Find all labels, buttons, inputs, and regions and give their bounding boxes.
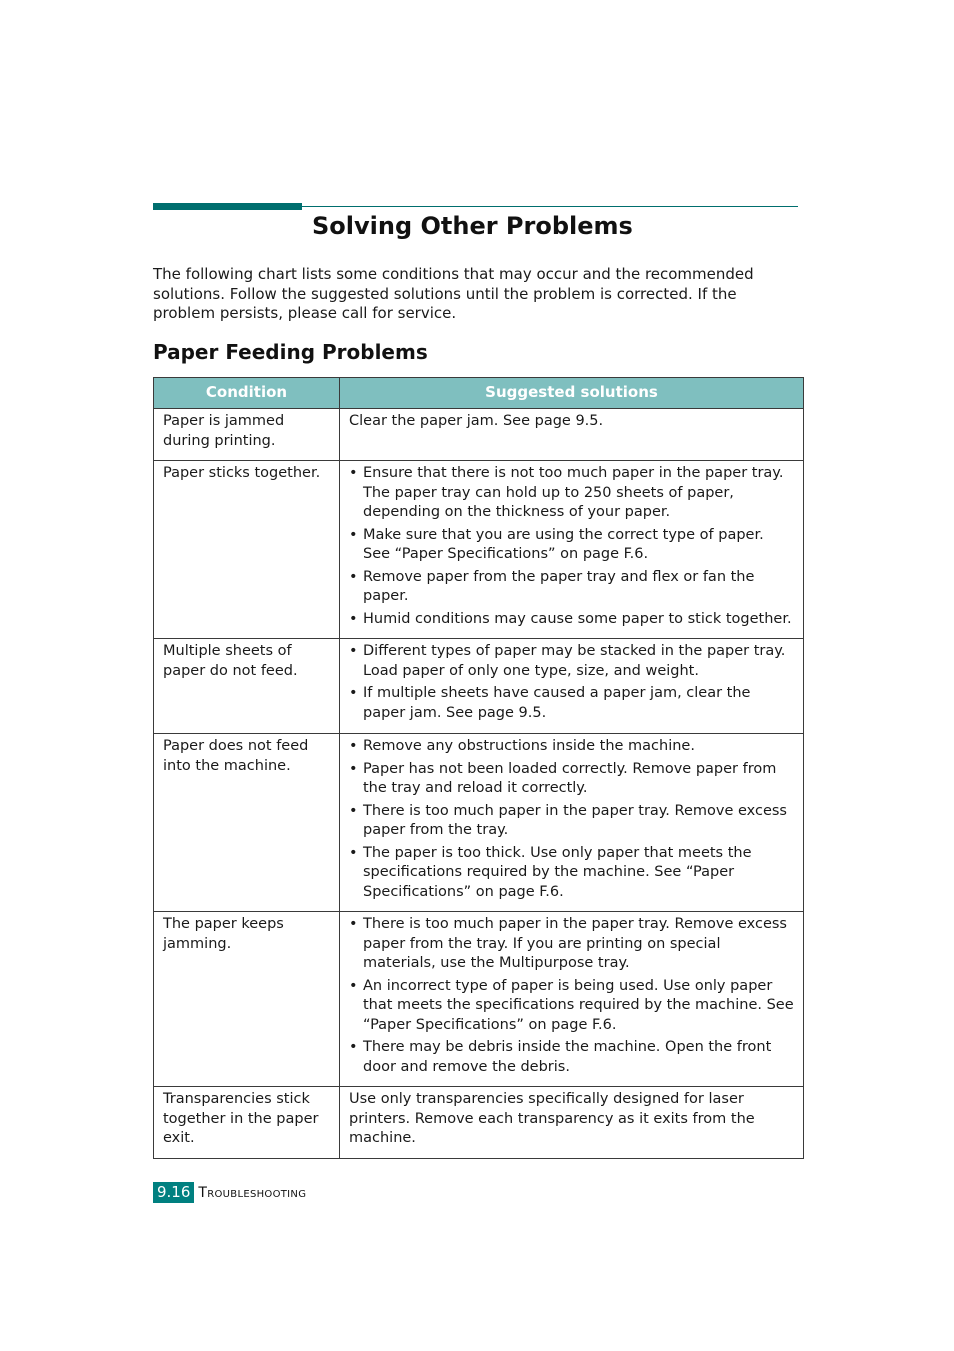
solution-item: • Remove any obstructions inside the machine. — [349, 737, 794, 757]
solution-list — [349, 915, 794, 1077]
solution-list — [349, 464, 794, 629]
table-row — [154, 734, 804, 912]
solution-item: • Humid conditions may cause some paper to stick together. — [349, 610, 794, 630]
page-title: Solving Other Problems — [312, 212, 633, 240]
condition-cell: Transparencies stick together in the paper exit. — [154, 1087, 340, 1159]
title-rule-thin — [302, 206, 798, 207]
table-header-row — [154, 378, 804, 409]
solution-item: • Ensure that there is not too much paper in the paper tray. The paper tray can hold up to 250 sheets of paper, depending on the thickness of your paper. — [349, 464, 794, 523]
solution-item: • Remove paper from the paper tray and flex or fan the paper. — [349, 568, 794, 607]
solution-item: • Different types of paper may be stacked in the paper tray. Load paper of only one type, size, and weight. — [349, 642, 794, 681]
section-heading: Paper Feeding Problems — [153, 340, 428, 364]
solution-cell: Clear the paper jam. See page 9.5. — [340, 409, 804, 461]
solution-item: • There may be debris inside the machine. Open the front door and remove the debris. — [349, 1038, 794, 1077]
solution-list — [349, 642, 794, 723]
solution-list — [349, 737, 794, 902]
solution-cell — [340, 912, 804, 1087]
column-header-solutions: Suggested solutions — [340, 378, 804, 409]
condition-cell: Paper sticks together. — [154, 461, 340, 639]
solution-cell — [340, 639, 804, 734]
condition-cell: Paper does not feed into the machine. — [154, 734, 340, 912]
solution-cell: Use only transparencies specifically designed for laser printers. Remove each transparency as it exits from the machine. — [340, 1087, 804, 1159]
footer-section-name: Troubleshooting — [198, 1184, 307, 1201]
table-row — [154, 912, 804, 1087]
intro-paragraph: The following chart lists some conditions that may occur and the recommended solutions. Follow the suggested solutions until the problem is corrected. If the problem persists, please call for service. — [153, 265, 754, 322]
solution-item: • Make sure that you are using the correct type of paper. See “Paper Specifications” on page F.6. — [349, 526, 794, 565]
title-rule-thick — [153, 203, 302, 210]
problems-table — [153, 377, 804, 1159]
solution-cell — [340, 734, 804, 912]
solution-item: • An incorrect type of paper is being used. Use only paper that meets the specifications required by the machine. See “Paper Specifications” on page F.6. — [349, 977, 794, 1036]
condition-cell: Paper is jammed during printing. — [154, 409, 340, 461]
table-row — [154, 1087, 804, 1159]
table-row — [154, 409, 804, 461]
solution-cell — [340, 461, 804, 639]
condition-cell: The paper keeps jamming. — [154, 912, 340, 1087]
solution-item: • Paper has not been loaded correctly. Remove paper from the tray and reload it correctly. — [349, 760, 794, 799]
table-row — [154, 461, 804, 639]
page-footer — [153, 1182, 306, 1203]
solution-item: • There is too much paper in the paper tray. Remove excess paper from the tray. If you are printing on special materials, use the Multipurpose tray. — [349, 915, 794, 974]
condition-cell: Multiple sheets of paper do not feed. — [154, 639, 340, 734]
solution-item: • There is too much paper in the paper tray. Remove excess paper from the tray. — [349, 802, 794, 841]
table-row — [154, 639, 804, 734]
page-number-badge: 9.16 — [153, 1182, 194, 1203]
solution-item: • The paper is too thick. Use only paper that meets the specifications required by the machine. See “Paper Specifications” on page F.6. — [349, 844, 794, 903]
solution-item: • If multiple sheets have caused a paper jam, clear the paper jam. See page 9.5. — [349, 684, 794, 723]
column-header-condition: Condition — [154, 378, 340, 409]
